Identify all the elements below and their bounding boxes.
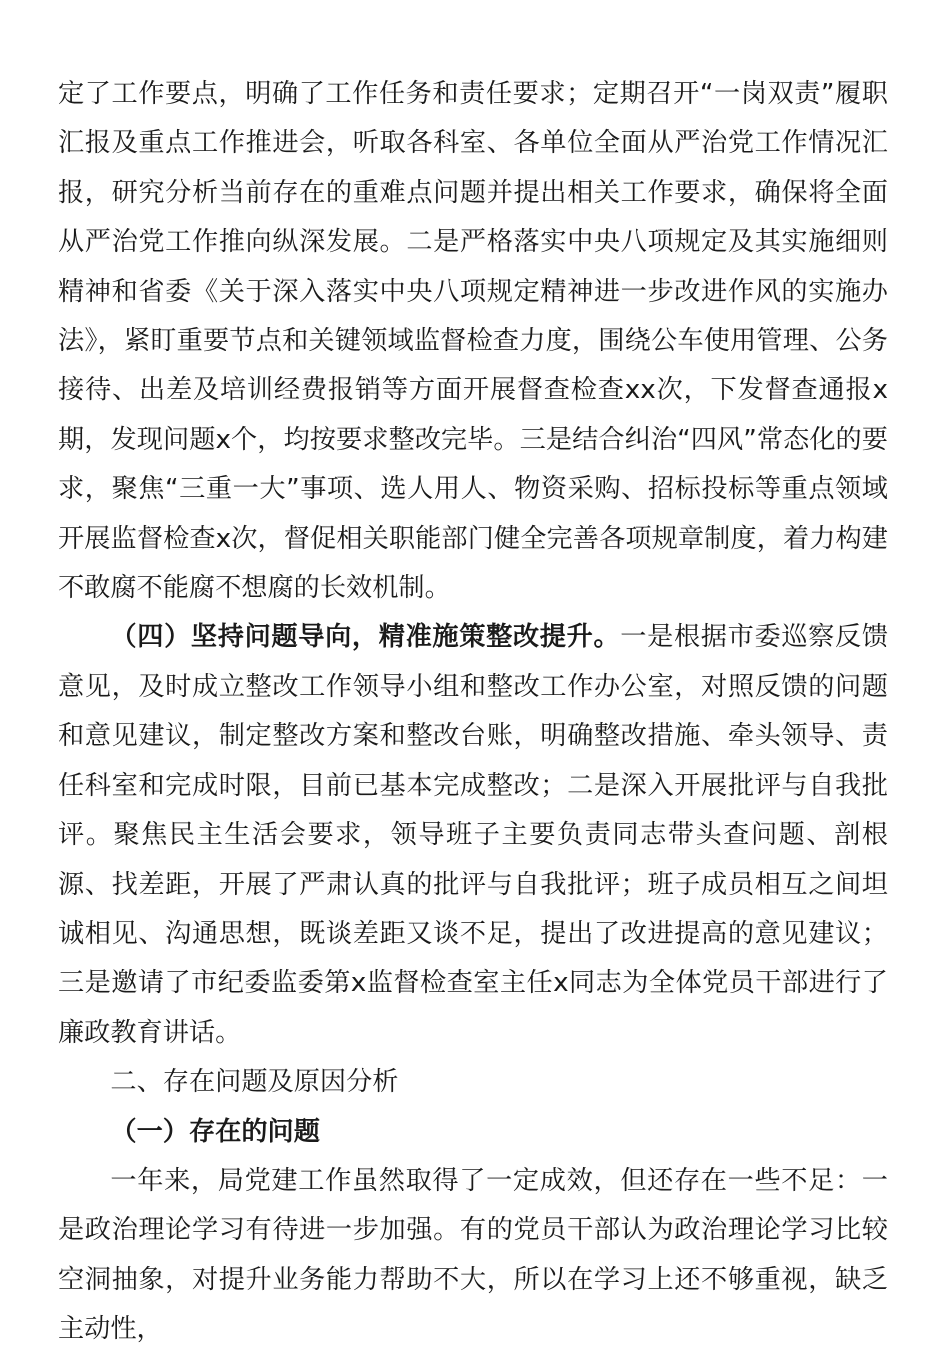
subsection-heading: （一）存在的问题 [110,1116,320,1147]
paragraph-problems: 一年来，局党建工作虽然取得了一定成效，但还存在一些不足：一是政治理论学习有待进一步加强。有的党员干部认为政治理论学习比较空洞抽象，对提升业务能力帮助不大，所以在学习上还不够重视，缺乏主动性， [58,1165,888,1345]
paragraph-rectification [58,613,888,1058]
paragraph-heading-bold: （四）坚持问题导向，精准施策整改提升。 [110,622,621,653]
paragraph-body: 一是根据市委巡察反馈意见，及时成立整改工作领导小组和整改工作办公室，对照反馈的问题和意见建议，制定整改方案和整改台账，明确整改措施、牵头领导、责任科室和完成时限，目前已基本完成整改；二是深入开展批评与自我批评。聚焦民主生活会要求，领导班子主要负责同志带头查问题、剖根源、找差距，开展了严肃认真的批评与自我批评；班子成员相互之间坦诚相见、沟通思想，既谈差距又谈不足，提出了改进提高的意见建议；三是邀请了市纪委监委第x监督检查室主任x同志为全体党员干部进行了廉政教育讲话。 [58,622,889,1048]
section-heading: 二、存在问题及原因分析 [110,1067,399,1098]
document-body [58,70,888,1355]
paragraph-continued: 定了工作要点，明确了工作任务和责任要求；定期召开“一岗双责”履职汇报及重点工作推进会，听取各科室、各单位全面从严治党工作情况汇报，研究分析当前存在的重难点问题并提出相关工作要求，确保将全面从严治党工作推向纵深发展。二是严格落实中央八项规定及其实施细则精神和省委《关于深入落实中央八项规定精神进一步改进作风的实施办法》，紧盯重要节点和关键领域监督检查力度，围绕公车使用管理、公务接待、出差及培训经费报销等方面开展督查检查xx次，下发督查通报x期，发现问题x个，均按要求整改完毕。三是结合纠治“四风”常态化的要求，聚焦“三重一大”事项、选人用人、物资采购、招标投标等重点领域开展监督检查x次，督促相关职能部门健全完善各项规章制度，着力构建不敢腐不能腐不想腐的长效机制。 [58,79,888,604]
